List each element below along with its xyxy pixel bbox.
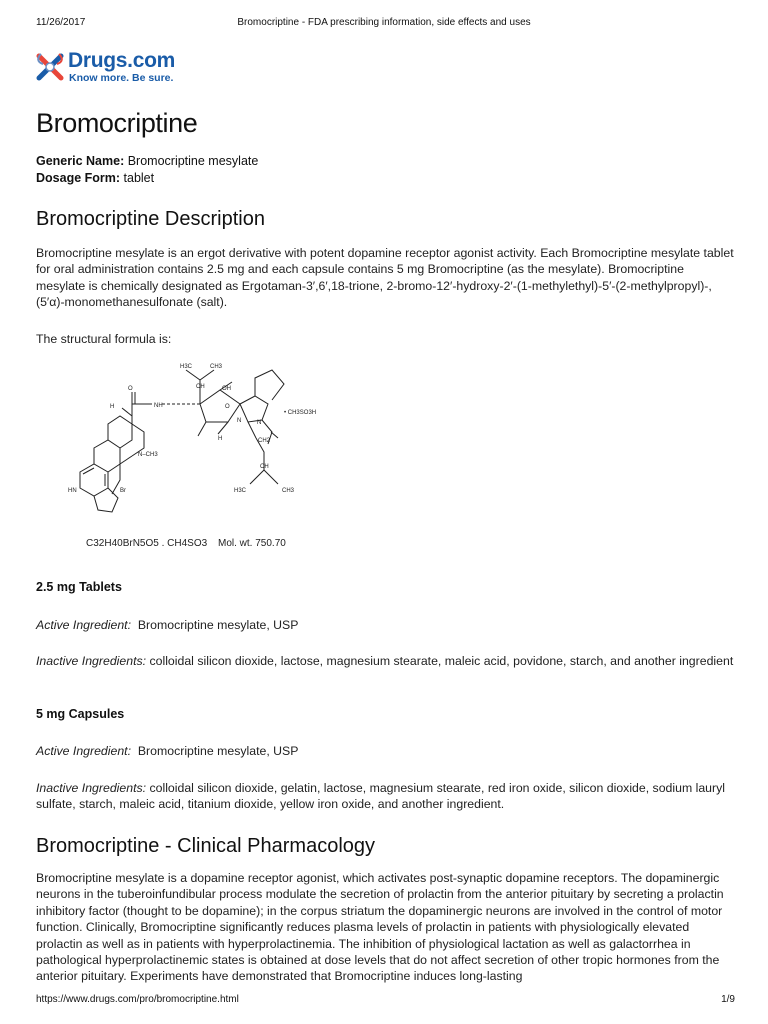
label-hn: HN: [68, 488, 77, 494]
label-h-left: H: [110, 404, 115, 410]
tablets-heading: 2.5 mg Tablets: [36, 580, 122, 594]
label-h-mid: H: [218, 436, 223, 442]
label-ch3-bottom: CH3: [282, 488, 295, 494]
label-ch-low: CH: [260, 464, 269, 470]
dosage-form-row: [36, 171, 154, 185]
print-url: https://www.drugs.com/pro/bromocriptine.html: [36, 994, 239, 1005]
pharmacology-heading: Bromocriptine - Clinical Pharmacology: [36, 835, 376, 857]
print-page-number: 1/9: [721, 994, 735, 1005]
capsules-active-label: Active Ingredient:: [36, 744, 132, 758]
label-ch: CH: [196, 384, 205, 390]
label-h3c-top: H3C: [180, 364, 193, 370]
tablets-active-label: Active Ingredient:: [36, 618, 132, 632]
page-title: Bromocriptine: [36, 108, 198, 138]
label-n: N: [237, 418, 242, 424]
label-ch3-top: CH3: [210, 364, 223, 370]
capsules-heading: 5 mg Capsules: [36, 707, 125, 721]
print-page-title: Bromocriptine - FDA prescribing information, side effects and uses: [237, 17, 531, 28]
drugs-com-logo[interactable]: [35, 50, 175, 84]
label-br: Br: [120, 488, 126, 494]
tablets-inactive-value: colloidal silicon dioxide, lactose, magnesium stearate, maleic acid, povidone, starch, and another ingredient: [149, 654, 734, 668]
capsules-inactive-value: colloidal silicon dioxide, gelatin, lactose, magnesium stearate, red iron oxide, silicon dioxide, sodium lauryl sulfate, starch, maleic acid, titanium dioxide, yellow iron oxide, and another ingredient.: [36, 781, 726, 812]
label-oh: OH: [222, 386, 231, 392]
capsules-active-row: [36, 743, 736, 759]
label-o-carbonyl: O: [128, 386, 133, 392]
label-h3c-bottom: H3C: [234, 488, 247, 494]
tablets-inactive-row: [36, 653, 736, 669]
label-o: O: [225, 404, 230, 410]
formula-intro: The structural formula is:: [36, 332, 172, 346]
capsules-inactive-row: [36, 780, 736, 813]
tablets-active-row: [36, 617, 736, 633]
label-ch2: CH2: [258, 438, 271, 444]
tablets-inactive-label: Inactive Ingredients:: [36, 654, 147, 668]
structural-formula-figure: [50, 360, 350, 560]
dosage-form-label: Dosage Form:: [36, 171, 121, 185]
capsules-active-value: Bromocriptine mesylate, USP: [137, 744, 299, 758]
label-n-ring: N: [257, 420, 262, 426]
label-mol-wt: Mol. wt. 750.70: [218, 538, 286, 549]
logo-mark-icon: [35, 50, 65, 82]
label-nch3: N–CH3: [138, 452, 158, 458]
logo-tagline: Know more. Be sure.: [69, 72, 174, 84]
description-heading: Bromocriptine Description: [36, 208, 265, 230]
label-molecular-formula: C32H40BrN5O5 . CH4SO3: [86, 538, 208, 549]
print-date: 11/26/2017: [36, 17, 86, 28]
label-salt: • CH3SO3H: [284, 410, 317, 416]
generic-name-label: Generic Name:: [36, 154, 125, 168]
generic-name-value: Bromocriptine mesylate: [127, 154, 259, 168]
dosage-form-value: tablet: [123, 171, 155, 185]
description-paragraph: Bromocriptine mesylate is an ergot derivative with potent dopamine receptor agonist activity. Each Bromocriptine mesylate tablet for oral administration contains 2.5 mg and each capsule contains 5 mg Bromocriptine (as the mesylate). Bromocriptine mesylate is chemically designated as Ergotaman-3′,6′,18-trione, 2-bromo-12′-hydroxy-2′-(1-methylethyl)-5′-(2-methylpropyl)-, (5′α)-monomethanesulfonate (salt).: [36, 246, 734, 310]
generic-name-row: [36, 154, 258, 168]
capsules-inactive-label: Inactive Ingredients:: [36, 781, 147, 795]
pharmacology-paragraph: Bromocriptine mesylate is a dopamine receptor agonist, which activates post-synaptic dopamine receptors. The dopaminergic neurons in the tuberoinfundibular process modulate the secretion of prolactin from the anterior pituitary by secreting a prolactin inhibitory factor (thought to be dopamine); in the corpus striatum the dopaminergic neurons are involved in the control of motor function. Clinically, Bromocriptine significantly reduces plasma levels of prolactin in patients with physiologically elevated prolactin as well as in patients with hyperprolactinemia. The inhibition of physiological lactation as well as galactorrhea in pathological hyperprolactinemic states is obtained at dose levels that do not affect secretion of other tropic hormones from the anterior pituitary. Experiments have demonstrated that Bromocriptine induces long-lasting: [36, 871, 724, 984]
label-nh: NH: [154, 403, 163, 409]
logo-name: Drugs.com: [68, 49, 175, 72]
tablets-active-value: Bromocriptine mesylate, USP: [137, 618, 299, 632]
